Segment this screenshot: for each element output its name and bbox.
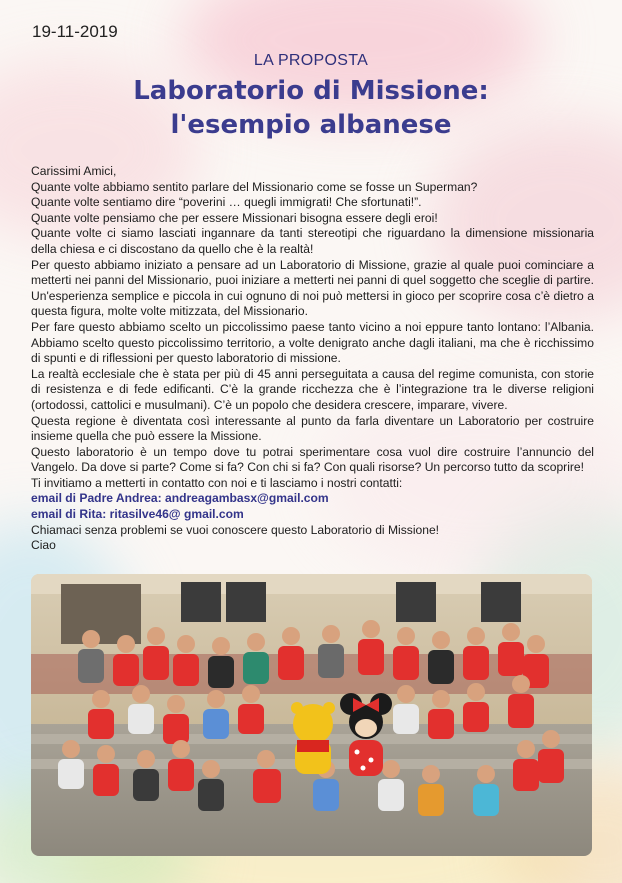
date: 19-11-2019 bbox=[32, 22, 118, 41]
paragraph: La realtà ecclesiale che è stata per più di 45 anni perseguitata a causa del regime comunista, con storie di resistenza e di fede edificanti. C’è la grande ricchezza che è l’integrazione tra le diverse religioni (ortodossi, cattolici e musulmani). C’è un popolo che desidera crescere, imparare, vivere. bbox=[31, 366, 594, 412]
paragraph: Quante volte sentiamo dire “poverini … quegli immigrati! Che sfortunati!”. bbox=[31, 195, 422, 210]
group-photo bbox=[31, 574, 592, 856]
page-title bbox=[0, 74, 622, 142]
email-rita[interactable]: email di Rita: ritasilve46@ gmail.com bbox=[31, 507, 244, 522]
paragraph: Questo laboratorio è un tempo dove tu potrai sperimentare cosa vuol dire costruire l’annuncio del Vangelo. Da dove si parte? Come si fa? Con chi si fa? Con quali risorse? Un percorso tutto da scoprire! bbox=[31, 444, 594, 475]
group-photo-illustration bbox=[31, 574, 592, 856]
title-line-2: l'esempio albanese bbox=[170, 110, 452, 140]
closing-line: Chiamaci senza problemi se vuoi conoscere questo Laboratorio di Missione! bbox=[31, 522, 440, 537]
greeting: Carissimi Amici, bbox=[31, 164, 117, 178]
kicker: LA PROPOSTA bbox=[253, 52, 369, 69]
paragraph: Questa regione è diventata così interessante al punto da farla diventare un Laboratorio per costruire insieme quella che può essere la Missione. bbox=[31, 413, 594, 444]
paragraph: Per fare questo abbiamo scelto un piccolissimo paese tanto vicino a noi eppure tanto lontano: l’Albania. Abbiamo scelto questo piccolissimo territorio, a volte denigrato anche dagli italiani, ma che è ricchissimo di spunti e di riflessioni per questo laboratorio di missione. bbox=[31, 319, 594, 366]
paragraph: Per questo abbiamo iniziato a pensare ad un Laboratorio di Missione, grazie al quale puoi cominciare a metterti nei panni del Missionario, puoi iniziare a metterti nei panni di quel soggetto che sceglie di partire. Un'esperienza semplice e piccola in cui ognuno di noi può mettersi in gioco per scoprire cosa c’è dietro a questa figura, molte volte mitizzata, del Missionario. bbox=[31, 257, 594, 319]
signoff: Ciao bbox=[31, 538, 56, 553]
paragraph: Quante volte ci siamo lasciati ingannare da tanti stereotipi che riguardano la dimensione missionaria della chiesa e ci discostano da quello che è la realtà! bbox=[31, 226, 594, 256]
paragraph: Ti invitiamo a metterti in contatto con noi e ti lasciamo i nostri contatti: bbox=[31, 475, 403, 490]
letter-body bbox=[31, 164, 594, 554]
paragraph: Quante volte abbiamo sentito parlare del Missionario come se fosse un Superman? bbox=[31, 179, 478, 194]
paragraph: Quante volte pensiamo che per essere Missionari bisogna essere degli eroi! bbox=[31, 210, 438, 225]
email-padre-andrea[interactable]: email di Padre Andrea: andreagambasx@gmail.com bbox=[31, 491, 329, 506]
title-line-1: Laboratorio di Missione: bbox=[133, 76, 489, 106]
